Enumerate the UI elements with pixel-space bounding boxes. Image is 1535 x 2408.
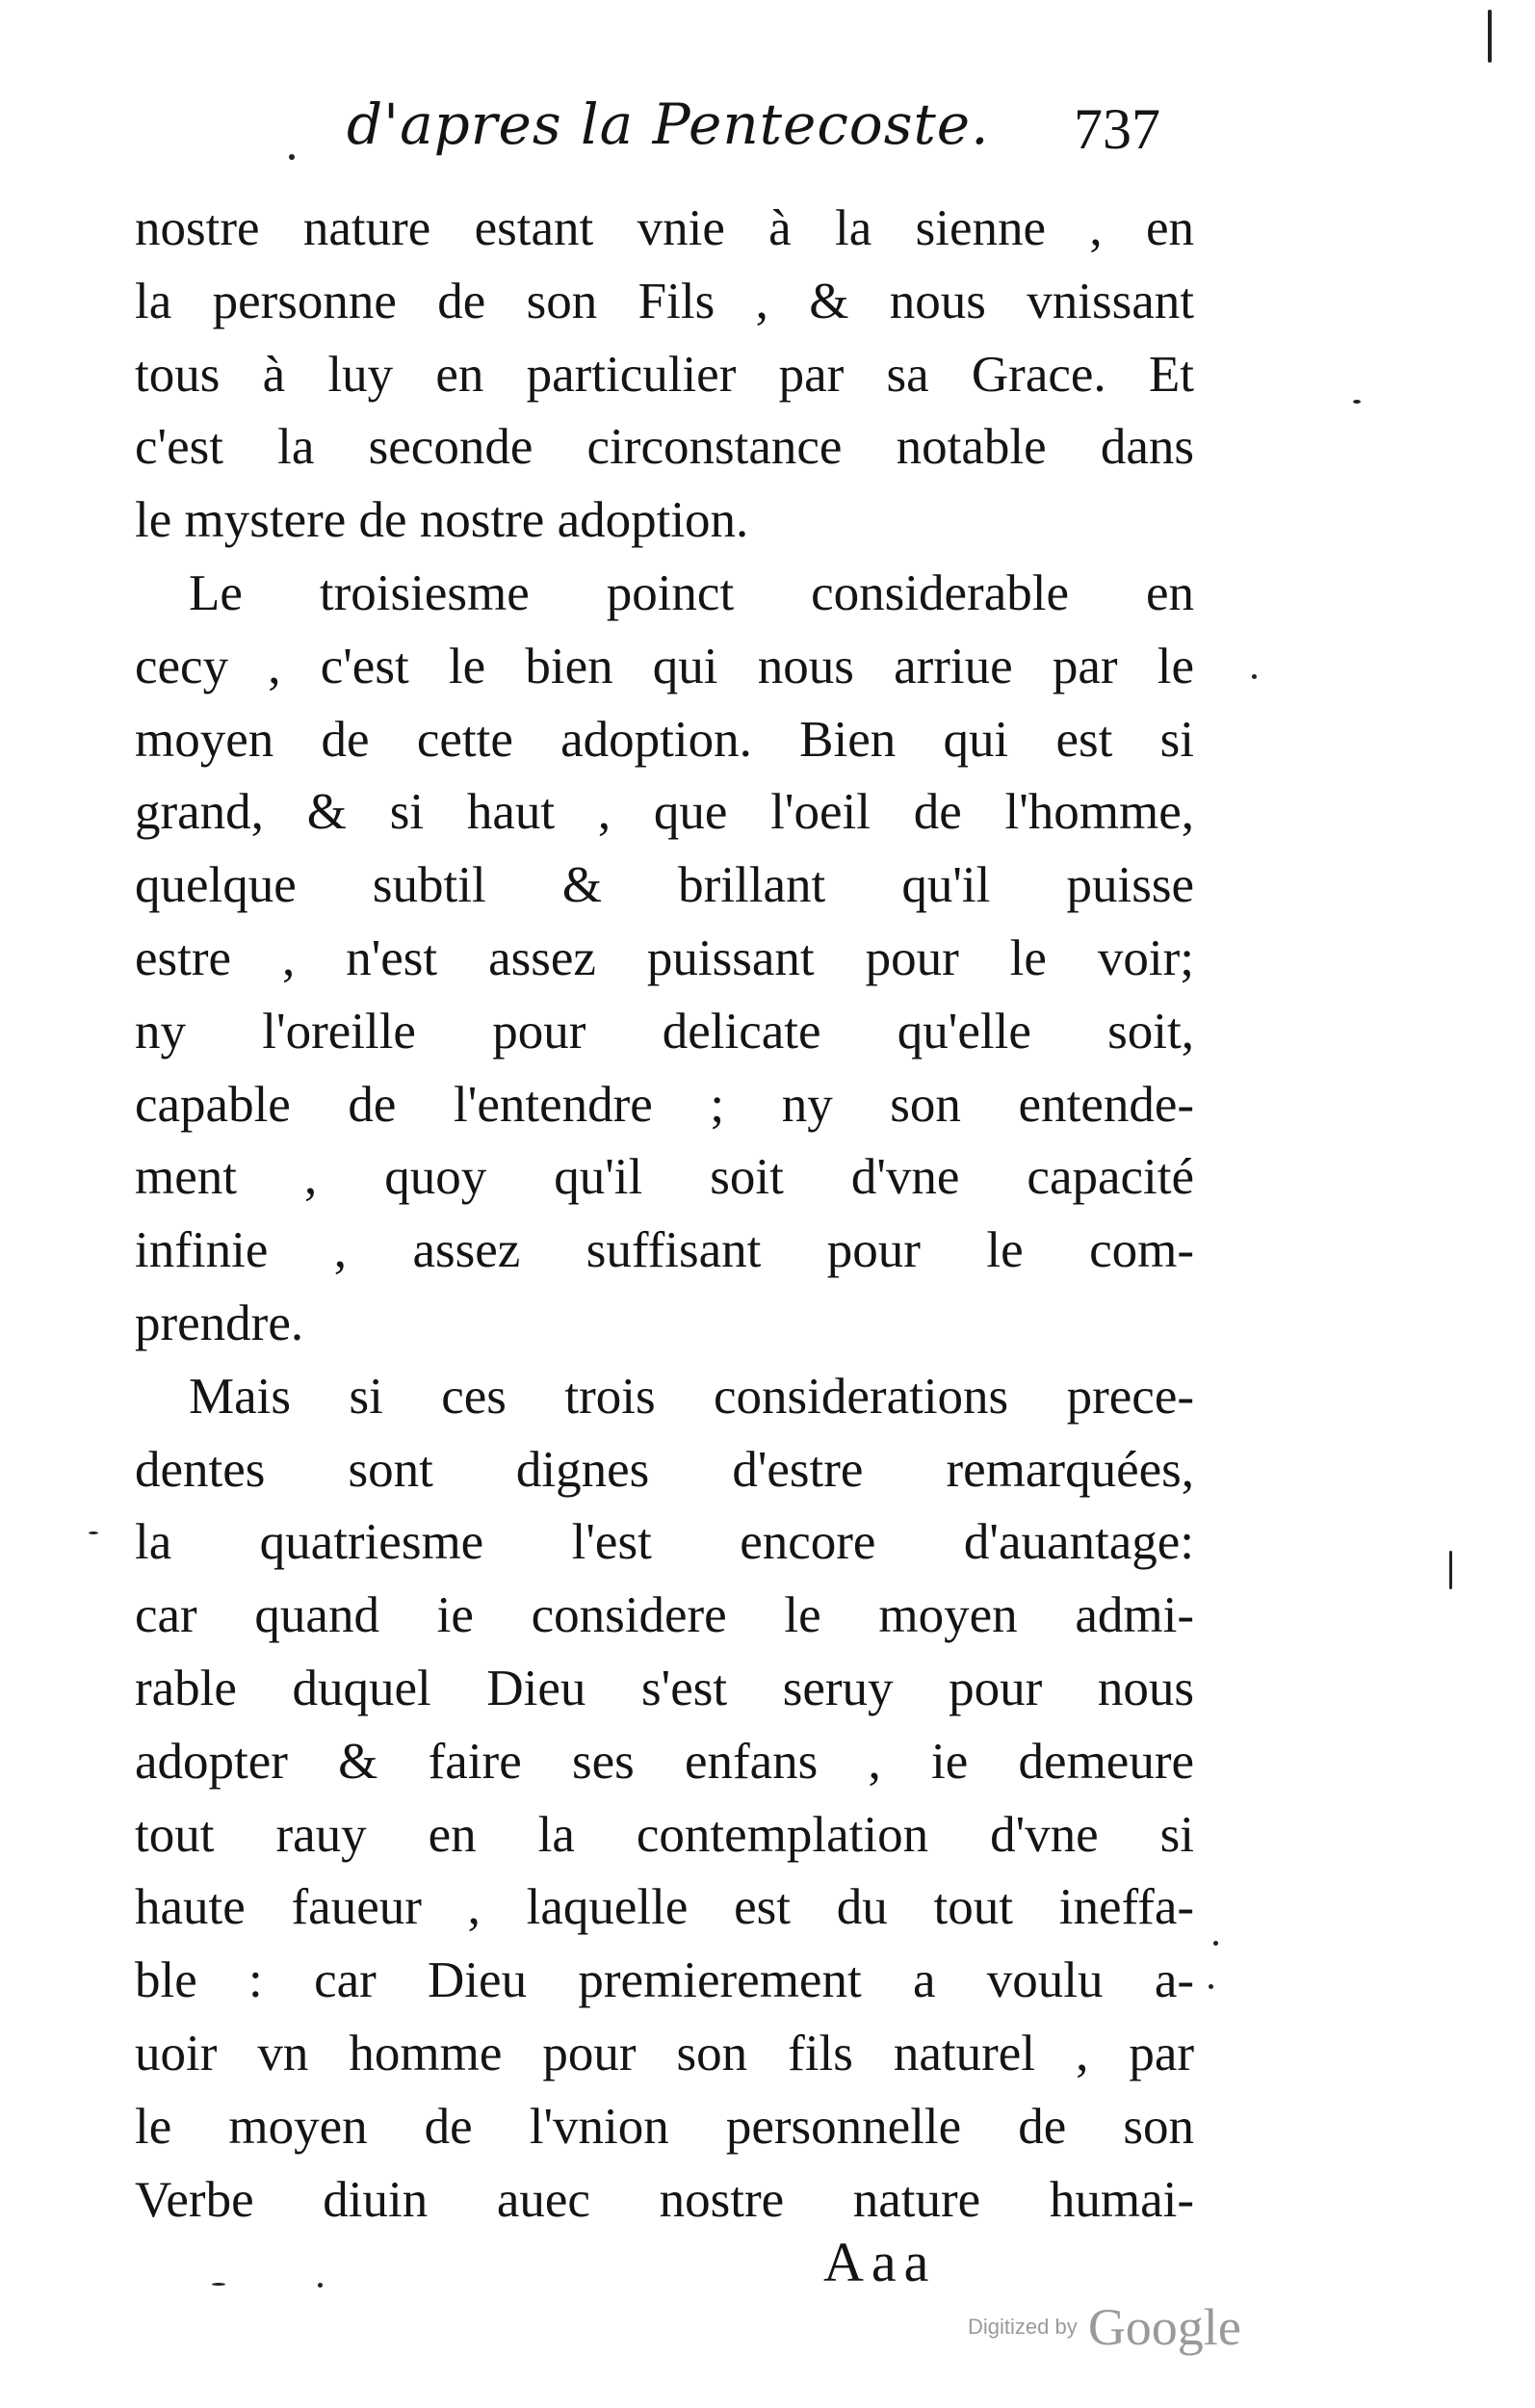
text-line: dentes sont dignes d'estre remarquées, bbox=[135, 1441, 1194, 1498]
text-line: ny l'oreille pour delicate qu'elle soit, bbox=[135, 1003, 1194, 1060]
text-line: quelque subtil & brillant qu'il puisse bbox=[135, 857, 1194, 914]
scan-speck bbox=[289, 154, 295, 160]
google-logo: Google bbox=[1087, 2298, 1241, 2356]
scan-speck bbox=[318, 2283, 323, 2288]
text-line: Verbe diuin auec nostre nature humai- bbox=[135, 2171, 1194, 2228]
digitized-watermark bbox=[968, 2297, 1241, 2357]
scan-speck bbox=[1353, 400, 1361, 404]
text-line: ment , quoy qu'il soit d'vne capacité bbox=[135, 1149, 1194, 1206]
text-line: tout rauy en la contemplation d'vne si bbox=[135, 1806, 1194, 1863]
text-line: car quand ie considere le moyen admi- bbox=[135, 1587, 1194, 1644]
text-line: nostre nature estant vnie à la sienne , en bbox=[135, 200, 1194, 256]
scan-speck bbox=[1252, 674, 1257, 679]
watermark-caption: Digitized by bbox=[968, 2315, 1078, 2339]
paragraph-first-line: Le troisiesme poinct considerable en bbox=[189, 564, 1194, 621]
page-number: 737 bbox=[1074, 97, 1160, 161]
text-line: haute faueur , laquelle est du tout ineffa- bbox=[135, 1879, 1194, 1936]
text-line: c'est la seconde circonstance notable dans bbox=[135, 419, 1194, 476]
text-line: estre , n'est assez puissant pour le voir; bbox=[135, 929, 1194, 986]
text-line: la personne de son Fils , & nous vnissant bbox=[135, 273, 1194, 329]
text-line: rable duquel Dieu s'est seruy pour nous bbox=[135, 1660, 1194, 1716]
text-line: le mystere de nostre adoption. bbox=[135, 492, 749, 549]
signature-mark: Aaa bbox=[823, 2231, 937, 2293]
text-line: le moyen de l'vnion personnelle de son bbox=[135, 2098, 1194, 2155]
scan-speck bbox=[1488, 10, 1492, 63]
text-line: tous à luy en particulier par sa Grace. Et bbox=[135, 346, 1194, 403]
text-line: prendre. bbox=[135, 1295, 304, 1351]
text-line: infinie , assez suffisant pour le com- bbox=[135, 1222, 1194, 1279]
text-line: uoir vn homme pour son fils naturel , par bbox=[135, 2025, 1194, 2081]
scan-speck bbox=[212, 2283, 225, 2286]
paragraph-first-line: Mais si ces trois considerations prece- bbox=[189, 1368, 1194, 1425]
scan-speck bbox=[89, 1531, 98, 1534]
running-header-title: d'apres la Pentecoste. bbox=[347, 92, 990, 157]
text-line: capable de l'entendre ; ny son entende- bbox=[135, 1076, 1194, 1133]
text-line: cecy , c'est le bien qui nous arriue par le bbox=[135, 638, 1194, 694]
text-line: adopter & faire ses enfans , ie demeure bbox=[135, 1733, 1194, 1790]
scan-speck bbox=[1449, 1551, 1452, 1589]
text-line: moyen de cette adoption. Bien qui est si bbox=[135, 711, 1194, 768]
scan-speck bbox=[1213, 1941, 1218, 1946]
scan-speck bbox=[1209, 1984, 1213, 1989]
text-line: grand, & si haut , que l'oeil de l'homme, bbox=[135, 784, 1194, 841]
body-text bbox=[135, 193, 1194, 2237]
text-line: ble : car Dieu premierement a voulu a- bbox=[135, 1952, 1194, 2009]
text-line: la quatriesme l'est encore d'auantage: bbox=[135, 1514, 1194, 1571]
